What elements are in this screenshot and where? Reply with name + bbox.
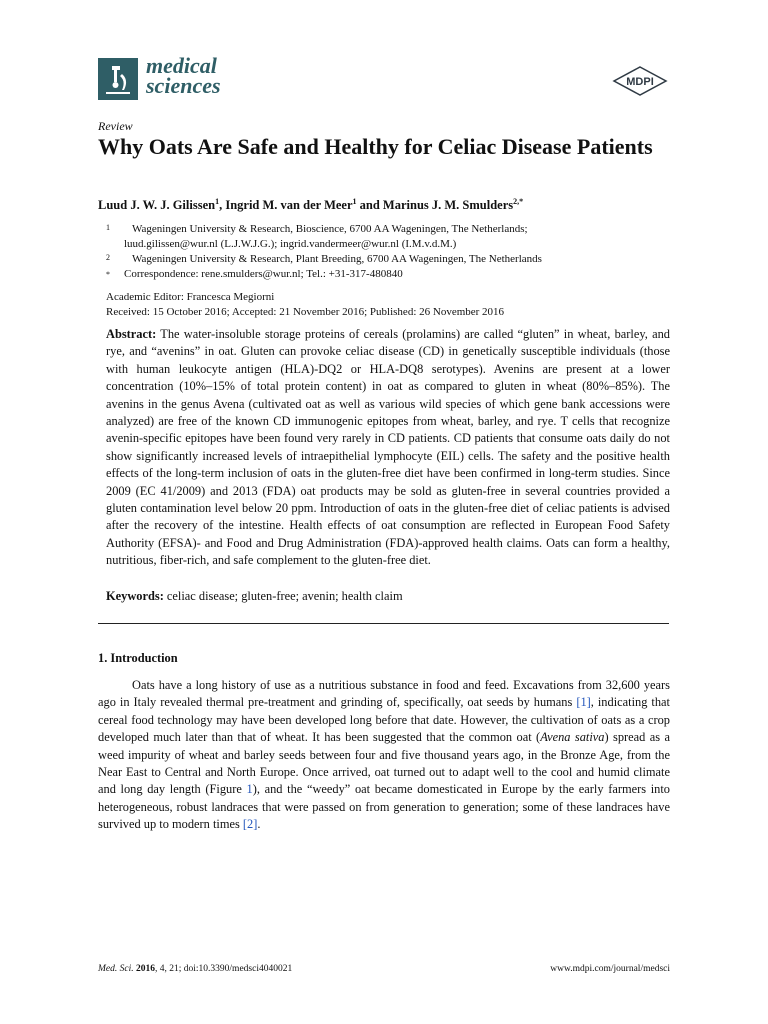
correspondence-text: Correspondence: rene.smulders@wur.nl; Tel.: +31-317-480840 <box>124 268 403 280</box>
journal-name-line1: medical <box>146 53 217 78</box>
keywords-label: Keywords: <box>106 589 164 603</box>
author-affiliation-mark: 1 <box>352 196 357 206</box>
citation-link[interactable]: [1] <box>576 695 591 710</box>
paragraph-text: Oats have a long history of use as a nutritious substance in food and feed. Excavations from 32,600 years ago in Italy revealed thermal pre-treatment and grinding of, specifically, oat seeds by humans <box>98 678 670 710</box>
author-list <box>98 198 523 213</box>
species-name: Avena sativa <box>540 730 605 745</box>
footer-year: 2016 <box>136 964 155 974</box>
paragraph-text: . <box>257 817 261 832</box>
affiliation-number: 1 <box>106 223 110 232</box>
keywords <box>106 589 403 604</box>
section-divider <box>98 623 669 624</box>
journal-name <box>146 53 221 98</box>
author-separator: and <box>356 198 383 212</box>
microscope-icon <box>98 58 138 100</box>
intro-paragraph <box>98 677 670 834</box>
academic-editor: Academic Editor: Francesca Megiorni <box>106 291 275 303</box>
publisher-logo <box>612 66 668 96</box>
abstract-text: The water-insoluble storage proteins of cereals (prolamins) are called “gluten” in wheat, barley, and rye, and “avenins” in oat. Gluten can provoke celiac disease (CD) in genetically susceptible individuals (those with human leukocyte antigen (HLA)-DQ2 or HLA-DQ8 serotypes). Avenins are present at a lower concentration (10%–15% of total protein content) in oat as compared to gluten in wheat (80%–85%). The avenins in the genus Avena (cultivated oat as well as various wild species of which gene bank accessions were analyzed) are free of the known CD immunogenic epitopes from wheat, barley, and rye. T cells that recognize avenin-specific epitopes have been found very rarely in CD patients. CD patients that consume oats daily do not show significantly increased levels of intraepithelial lymphocyte (EIL) cells. The safety and the positive health effects of the long-term inclusion of oats in the gluten-free diet have been confirmed in long-term studies. Since 2009 (EC 41/2009) and 2013 (FDA) oat products may be sold as gluten-free in several countries provided a gluten contamination level below 20 ppm. Introduction of oats in the gluten-free diet of celiac patients is advised after the recovery of the intestine. Health effects of oat consumption are reflected in European Food Safety Authority (EFSA)- and Food and Drug Administration (FDA)-approved health claims. Oats can form a healthy, nutritious, fiber-rich, and safe complement to the gluten-free diet. <box>106 327 670 568</box>
figure-link[interactable]: 1 <box>246 782 253 797</box>
paper-title: Why Oats Are Safe and Healthy for Celiac Disease Patients <box>98 134 653 159</box>
author-separator: , <box>219 198 226 212</box>
correspondence-mark: * <box>106 270 110 279</box>
paragraph-text: ), and the “weedy” oat became domesticated in Europe by the early farmers into heterogeneous, robust landraces that were passed on from generation to generation; some of these landraces have survived up to modern times <box>98 782 670 832</box>
author-name: Marinus J. M. Smulders <box>382 198 514 212</box>
section-heading: 1. Introduction <box>98 651 178 665</box>
author-affiliation-mark: 1 <box>215 196 220 206</box>
affiliation-email: luud.gilissen@wur.nl (L.J.W.J.G.); ingrid.vandermeer@wur.nl (I.M.v.d.M.) <box>124 238 457 250</box>
journal-logo <box>98 53 258 108</box>
publisher-name: MDPI <box>626 76 654 88</box>
journal-abbrev: Med. Sci. <box>98 964 134 974</box>
keywords-text: celiac disease; gluten-free; avenin; health claim <box>163 589 403 603</box>
footer-citation <box>98 964 292 974</box>
affiliation-text: Wageningen University & Research, Plant Breeding, 6700 AA Wageningen, The Netherlands <box>132 253 542 265</box>
author-name: Ingrid M. van der Meer <box>225 198 353 212</box>
footer-url[interactable]: www.mdpi.com/journal/medsci <box>550 964 670 974</box>
publication-dates: Received: 15 October 2016; Accepted: 21 November 2016; Published: 26 November 2016 <box>106 305 505 318</box>
paragraph-text: ) spread as a weed impurity of wheat and barley seeds between four and five thousand years ago, in the Bronze Age, from the Near East to Central and North Europe. Once arrived, oat turned out to adapt well to the cool and humid climate and long day length (Figure <box>98 730 670 797</box>
abstract <box>106 326 670 570</box>
footer-doi: , 4, 21; doi:10.3390/medsci4040021 <box>155 964 293 974</box>
citation-link[interactable]: [2] <box>242 817 258 832</box>
article-type: Review <box>98 119 133 133</box>
journal-name-line2: sciences <box>146 73 221 98</box>
paragraph-text: , indicating that cereal food technology may have been developed long before that date. However, the cultivation of oats as a crop developed much later than that of wheat. It has been suggested that the common oat ( <box>98 695 670 745</box>
abstract-label: Abstract: <box>106 327 157 341</box>
editor-and-dates <box>106 290 504 319</box>
author-name: Luud J. W. J. Gilissen <box>98 198 216 212</box>
affiliation-text: Wageningen University & Research, Bioscience, 6700 AA Wageningen, The Netherlands; <box>132 223 528 235</box>
affiliation-number: 2 <box>106 253 110 262</box>
author-affiliation-mark: 2,* <box>513 196 524 206</box>
